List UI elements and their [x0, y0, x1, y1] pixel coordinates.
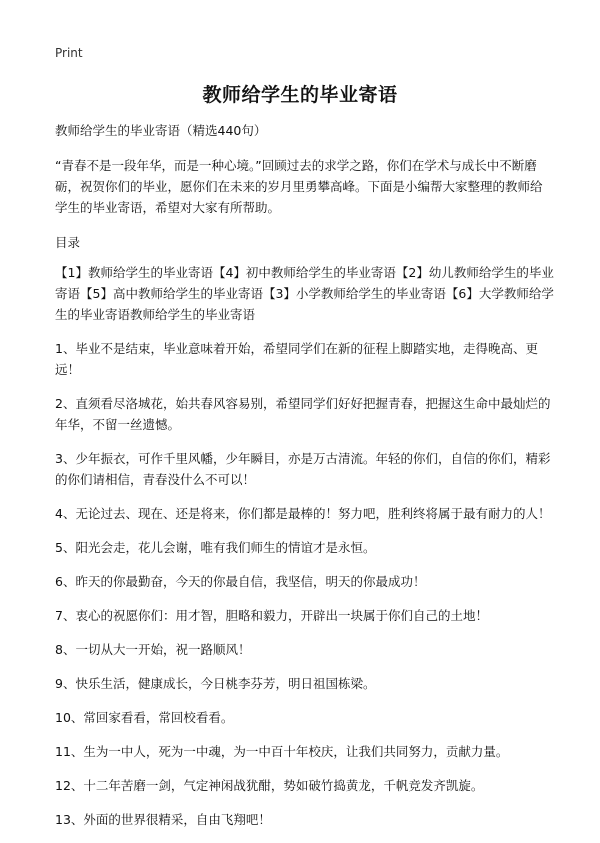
quote-item: 3、少年振衣，可作千里风幡，少年瞬目，亦是万古清流。年轻的你们，自信的你们，精彩的你们请相信，青春没什么不可以！ — [55, 451, 551, 487]
document-subtitle: 教师给学生的毕业寄语（精选440句） — [55, 123, 267, 138]
quote-item: 11、生为一中人，死为一中魂，为一中百十年校庆，让我们共同努力，贡献力量。 — [55, 744, 509, 759]
toc-links[interactable]: 【1】教师给学生的毕业寄语【4】初中教师给学生的毕业寄语【2】幼儿教师给学生的毕业寄语【5】高中教师给学生的毕业寄语【3】小学教师给学生的毕业寄语【6】大学教师给学生的毕业寄语教师给学生的毕业寄语 — [55, 265, 554, 322]
quote-item: 13、外面的世界很精采，自由飞翔吧！ — [55, 812, 271, 827]
intro-paragraph: “青春不是一段年华，而是一种心境。”回顾过去的求学之路，你们在学术与成长中不断磨砺，祝贺你们的毕业，愿你们在未来的岁月里勇攀高峰。下面是小编帮大家整理的教师给学生的毕业寄语，希望对大家有所帮助。 — [55, 158, 543, 215]
quote-list — [55, 338, 554, 830]
document-body — [55, 120, 554, 843]
quote-item: 10、常回家看看，常回校看看。 — [55, 710, 234, 725]
quote-item: 4、无论过去、现在、还是将来，你们都是最棒的！努力吧，胜利终将属于最有耐力的人！ — [55, 506, 551, 521]
quote-item: 6、昨天的你最勤奋，今天的你最自信，我坚信，明天的你最成功！ — [55, 574, 426, 589]
quote-item: 2、直须看尽洛城花，始共春风容易别，希望同学们好好把握青春，把握这生命中最灿烂的年华，不留一丝遗憾。 — [55, 396, 551, 432]
quote-item: 8、一切从大一开始，祝一路顺风！ — [55, 642, 251, 657]
quote-item: 1、毕业不是结束，毕业意味着开始，希望同学们在新的征程上脚踏实地，走得晚高、更远！ — [55, 341, 538, 377]
quote-item: 7、衷心的祝愿你们：用才智，胆略和毅力，开辟出一块属于你们自己的土地！ — [55, 608, 488, 623]
document-title: 教师给学生的毕业寄语 — [202, 84, 398, 106]
quote-item: 12、十二年苦磨一剑，气定神闲战犹酣，势如破竹捣黄龙，千帆竞发齐凯旋。 — [55, 778, 484, 793]
quote-item: 9、快乐生活，健康成长，今日桃李芬芳，明日祖国栋梁。 — [55, 676, 376, 691]
toc-heading: 目录 — [55, 235, 81, 250]
print-link[interactable]: Print — [55, 46, 83, 60]
quote-item: 5、阳光会走，花儿会谢，唯有我们师生的情谊才是永恒。 — [55, 540, 376, 555]
